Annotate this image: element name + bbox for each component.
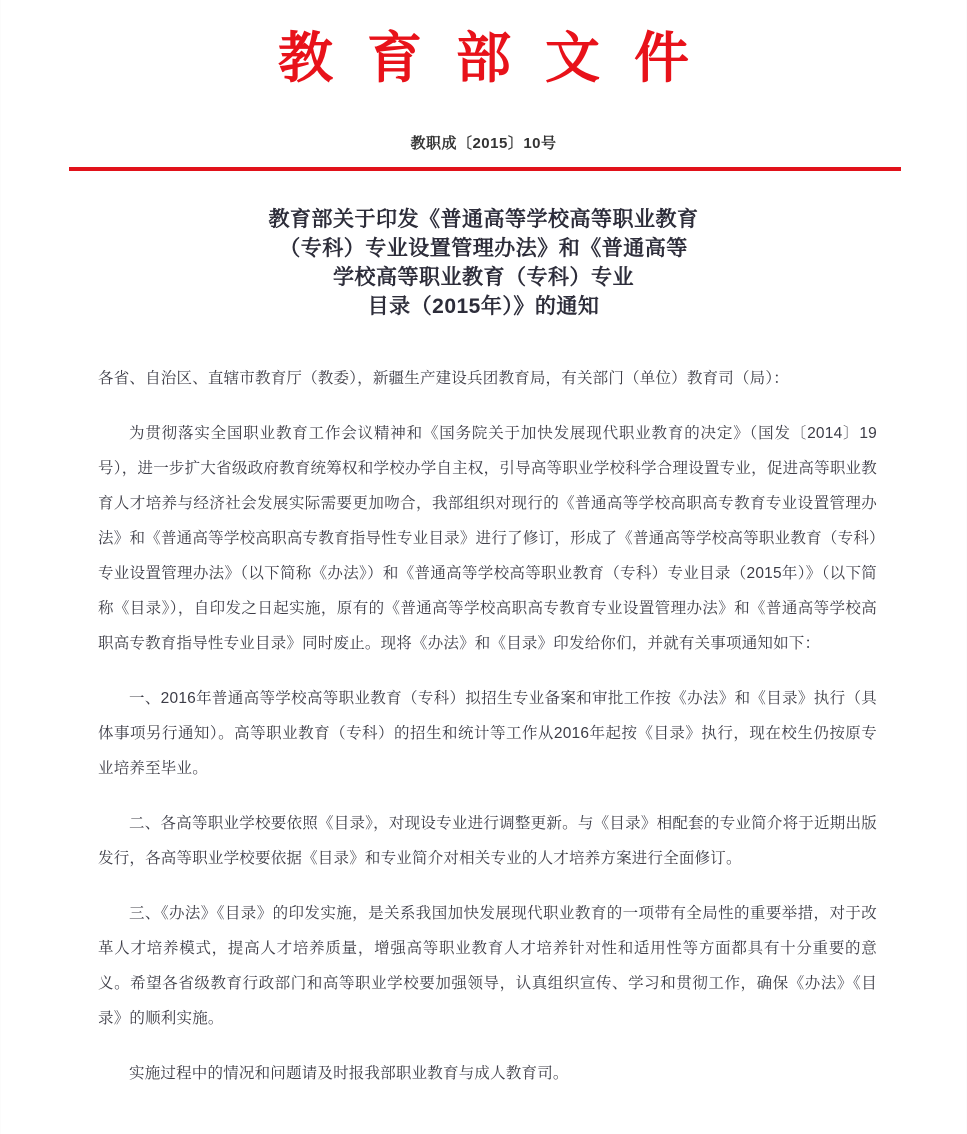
body-paragraph-closing: 实施过程中的情况和问题请及时报我部职业教育与成人教育司。 bbox=[129, 1065, 569, 1082]
masthead bbox=[1, 0, 966, 96]
document-body bbox=[1, 361, 966, 1091]
masthead-title: 教育部文件 bbox=[277, 25, 723, 90]
body-paragraph-item-2: 二、各高等职业学校要依照《目录》，对现设专业进行调整更新。与《目录》相配套的专业简介将于近期出版发行，各高等职业学校要依据《目录》和专业简介对相关专业的人才培养方案进行全面修订。 bbox=[98, 815, 877, 867]
red-divider-wrap bbox=[1, 167, 966, 171]
body-paragraph-preamble: 为贯彻落实全国职业教育工作会议精神和《国务院关于加快发展现代职业教育的决定》（国发〔2014〕19号），进一步扩大省级政府教育统筹权和学校办学自主权，引导高等职业学校科学合理设置专业，促进高等职业教育人才培养与经济社会发展实际需要更加吻合，我部组织对现行的《普通高等学校高职高专教育专业设置管理办法》和《普通高等学校高职高专教育指导性专业目录》进行了修订，形成了《普通高等学校高等职业教育（专科）专业设置管理办法》（以下简称《办法》）和《普通高等学校高等职业教育（专科）专业目录（2015年）》（以下简称《目录》），自印发之日起实施，原有的《普通高等学校高职高专教育专业设置管理办法》和《普通高等学校高职高专教育指导性专业目录》同时废止。现将《办法》和《目录》印发给你们，并就有关事项通知如下： bbox=[98, 425, 877, 652]
red-divider-rule bbox=[69, 167, 901, 171]
title-line-3: 学校高等职业教育（专科）专业 bbox=[333, 266, 634, 289]
document-number: 教职成〔2015〕10号 bbox=[410, 135, 557, 152]
title-line-1: 教育部关于印发《普通高等学校高等职业教育 bbox=[268, 208, 699, 231]
document-title bbox=[1, 205, 966, 321]
body-paragraph-item-3: 三、《办法》《目录》的印发实施，是关系我国加快发展现代职业教育的一项带有全局性的重要举措，对于改革人才培养模式，提高人才培养质量，增强高等职业教育人才培养针对性和适用性等方面都具有十分重要的意义。希望各省级教育行政部门和高等职业学校要加强领导，认真组织宣传、学习和贯彻工作，确保《办法》《目录》的顺利实施。 bbox=[98, 905, 877, 1027]
body-paragraph-item-1: 一、2016年普通高等学校高等职业教育（专科）拟招生专业备案和审批工作按《办法》和《目录》执行（具体事项另行通知）。高等职业教育（专科）的招生和统计等工作从2016年起按《目录》执行，现在校生仍按原专业培养至毕业。 bbox=[98, 690, 877, 777]
title-line-4: 目录（2015年）》的通知 bbox=[367, 295, 600, 318]
title-line-2: （专科）专业设置管理办法》和《普通高等 bbox=[279, 237, 688, 260]
addressee-line: 各省、自治区、直辖市教育厅（教委），新疆生产建设兵团教育局，有关部门（单位）教育司（局）： bbox=[98, 370, 790, 387]
document-number-row bbox=[1, 132, 966, 153]
